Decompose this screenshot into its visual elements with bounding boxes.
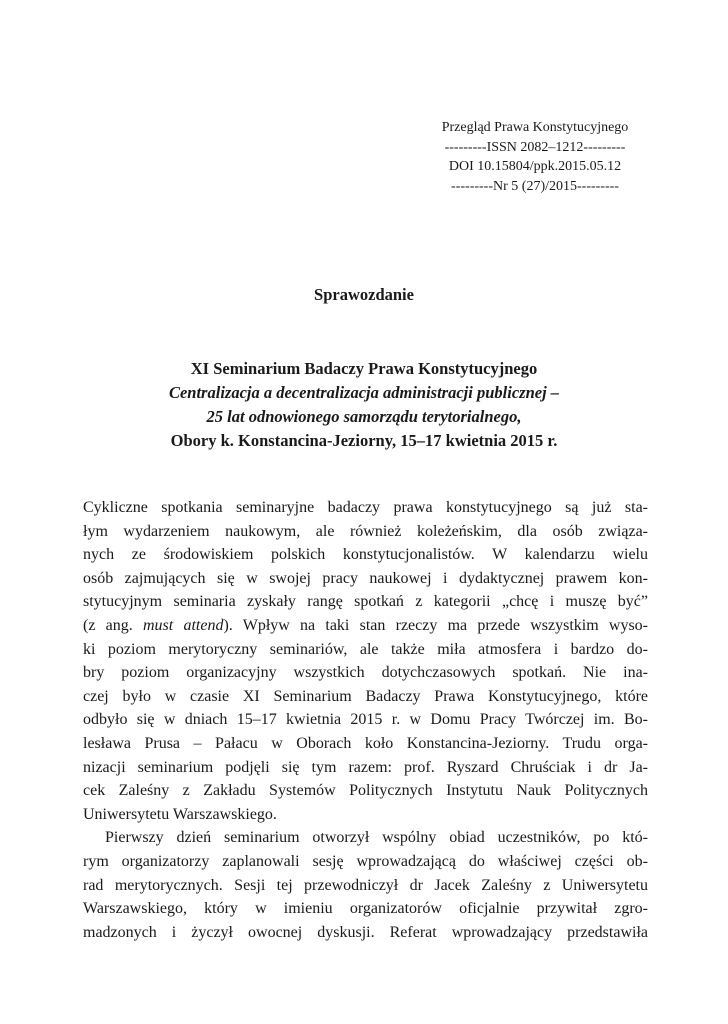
body-line-part: (z ang.	[83, 616, 143, 634]
body-line: czej było w czasie XI Seminarium Badaczy Prawa Konstytucyjnego, które	[83, 687, 648, 705]
body-line: cek Zaleśny z Zakładu Systemów Politycznych Instytutu Nauk Politycznych	[83, 782, 648, 800]
journal-name: Przegląd Prawa Konstytucyjnego	[441, 120, 629, 135]
body-line: Pierwszy dzień seminarium otworzył wspólny obiad uczestników, po któ-	[105, 829, 648, 847]
issue-number: ---------Nr 5 (27)/2015---------	[451, 178, 619, 194]
paragraph-2	[83, 826, 648, 944]
doi: DOI 10.15804/ppk.2015.05.12	[448, 159, 622, 174]
body-line: Uniwersytetu Warszawskiego.	[83, 805, 277, 823]
body-line: nizacji seminarium podjęli się tym razem: prof. Ryszard Chruściak i dr Ja-	[83, 758, 648, 776]
body-line: odbyło się w dniach 15–17 kwietnia 2015 r. w Domu Pracy Twórczej im. Bo-	[83, 711, 648, 729]
body-line: Warszawskiego, który w imieniu organizatorów oficjalnie przywitał zgro-	[83, 900, 648, 918]
body-line: łym wydarzeniem naukowym, ale również koleżeńskim, dla osób związa-	[83, 522, 648, 540]
body-line: Cykliczne spotkania seminaryjne badaczy prawa konstytucyjnego są już sta-	[83, 499, 648, 516]
journal-header	[400, 118, 670, 196]
article-body	[83, 496, 648, 944]
body-line: ki poziom merytoryczny seminariów, ale także miła atmosfera i bardzo do-	[83, 640, 648, 658]
body-line: madzonych i życzył owocnej dyskusji. Referat wprowadzający przedstawiła	[83, 923, 648, 941]
event-title-line-4: Obory k. Konstancina-Jeziorny, 15–17 kwietnia 2015 r.	[170, 431, 558, 450]
issn: ---------ISSN 2082–1212---------	[444, 139, 626, 155]
body-line: bry poziom organizacyjny wszystkich dotychczasowych spotkań. Nie ina-	[83, 664, 648, 682]
body-line: osób zajmujących się w swojej pracy naukowej i dydaktycznej prawem kon-	[83, 569, 648, 587]
body-line: rym organizatorzy zaplanowali sesję wprowadzającą do właściwej części ob-	[83, 852, 648, 870]
body-line: nych ze środowiskiem polskich konstytucjonalistów. W kalendarzu wielu	[83, 546, 648, 564]
body-line-part: ). Wpływ na taki stan rzeczy ma przede wszystkim wyso-	[223, 616, 648, 634]
paragraph-1	[83, 496, 648, 826]
body-line	[83, 614, 648, 638]
body-line: rad merytorycznych. Sesji tej przewodniczył dr Jacek Zaleśny z Uniwersytetu	[83, 876, 648, 894]
event-title-line-3: 25 lat odnowionego samorządu terytorialnego,	[206, 407, 522, 426]
body-line: stytucyjnym seminaria zyskały rangę spotkań z kategorii „chcę i muszę być”	[83, 593, 648, 611]
event-title-line-1: XI Seminarium Badaczy Prawa Konstytucyjnego	[190, 359, 538, 378]
section-title: Sprawozdanie	[314, 285, 414, 304]
italic-phrase: must attend	[143, 616, 224, 634]
body-line: lesława Prusa – Pałacu w Oborach koło Konstancina-Jeziorny. Trudu orga-	[83, 734, 648, 752]
event-title-line-2: Centralizacja a decentralizacja administracji publicznej –	[168, 383, 560, 402]
event-title	[60, 357, 668, 453]
